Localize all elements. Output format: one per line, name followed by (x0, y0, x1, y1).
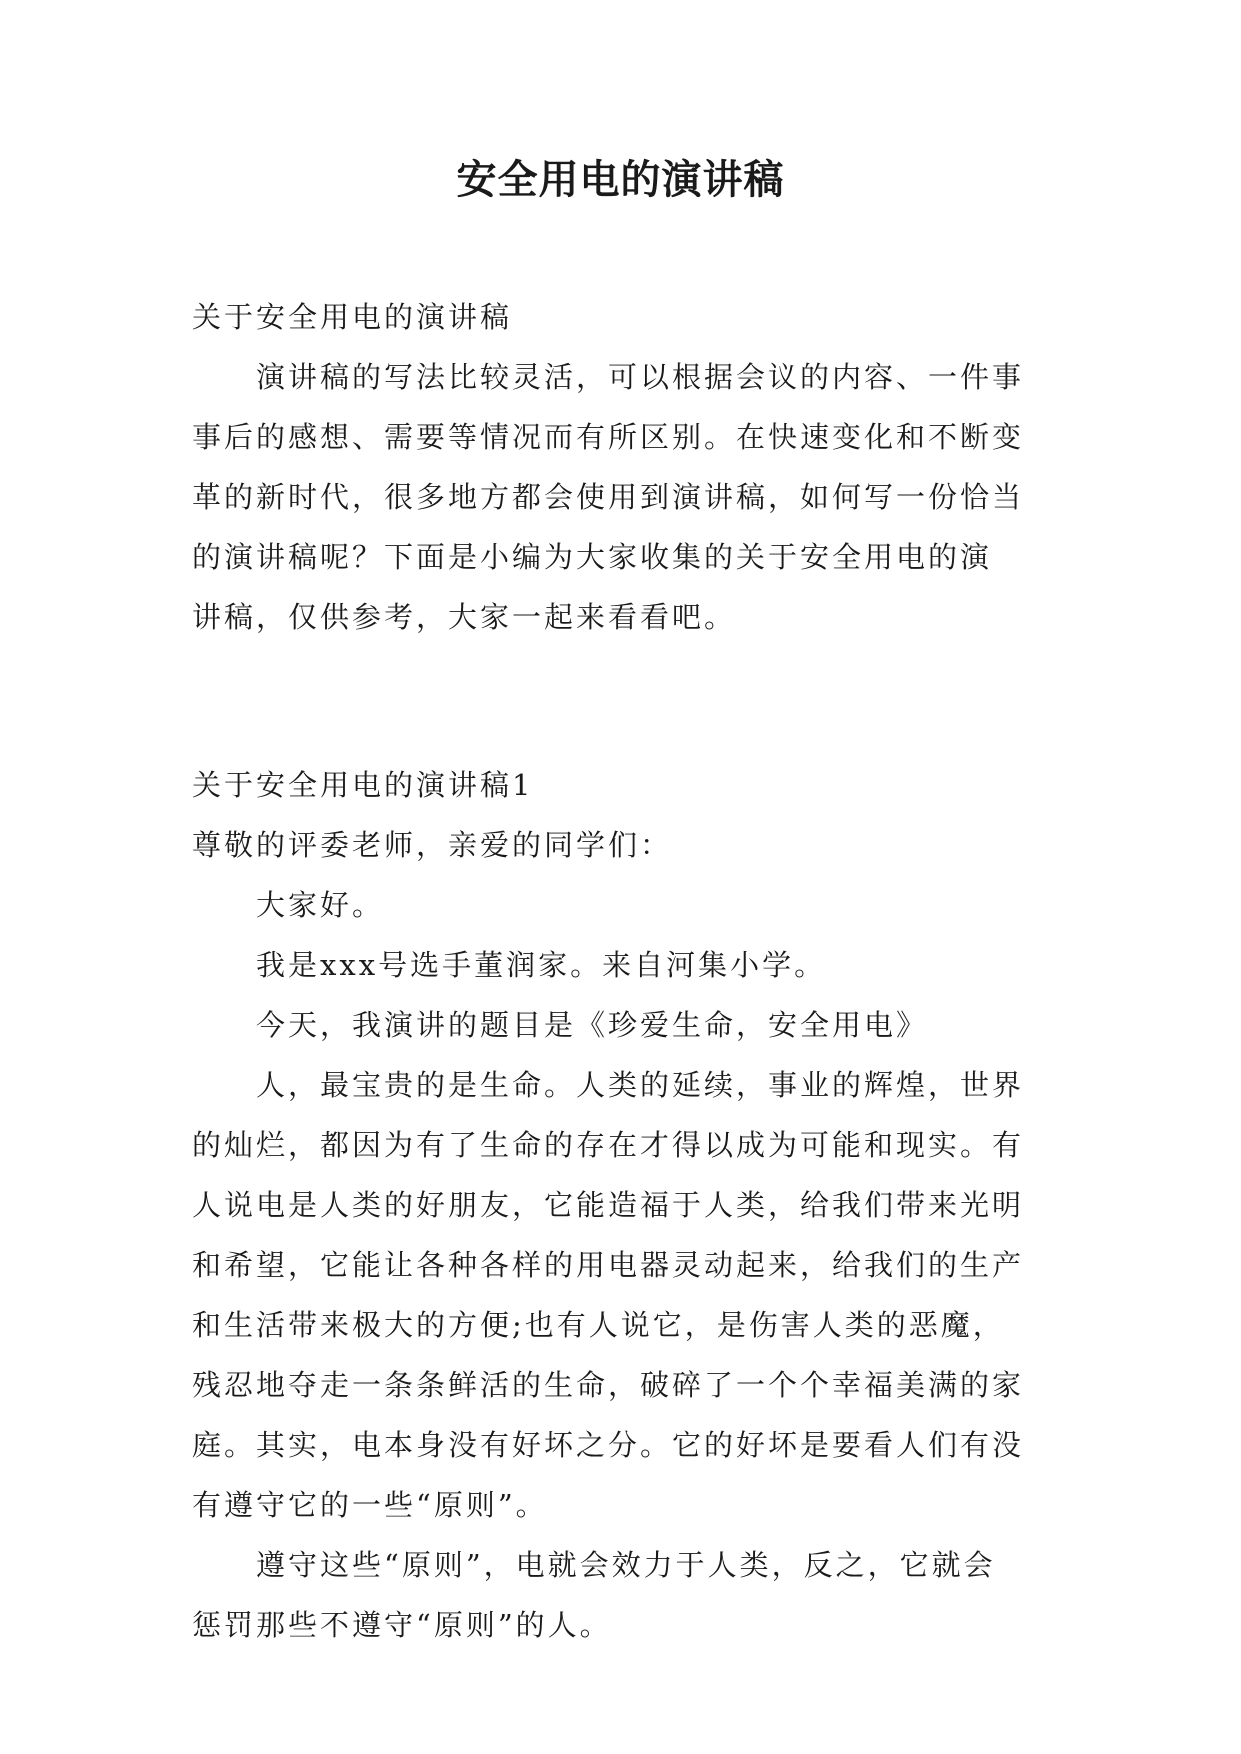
paragraph-line: 的灿烂，都因为有了生命的存在才得以成为可能和现实。有 (192, 1128, 1025, 1162)
paragraph-line: 庭。其实，电本身没有好坏之分。它的好坏是要看人们有没 (192, 1428, 1025, 1462)
body-paragraph-1 (192, 1055, 1058, 1535)
intro-line: 事后的感想、需要等情况而有所区别。在快速变化和不断变 (192, 420, 1025, 454)
greeting: 大家好。 (256, 888, 385, 922)
intro-paragraph (192, 347, 1058, 647)
intro-line: 演讲稿的写法比较灵活，可以根据会议的内容、一件事 (256, 360, 1025, 394)
speech-topic: 今天，我演讲的题目是《珍爱生命，安全用电》 (256, 1008, 929, 1042)
section-heading: 关于安全用电的演讲稿1 (192, 768, 534, 802)
self-intro: 我是xxx号选手董润家。来自河集小学。 (256, 948, 827, 982)
body-paragraph-2 (192, 1535, 1058, 1655)
paragraph-line: 惩罚那些不遵守“原则”的人。 (192, 1608, 612, 1642)
subtitle: 关于安全用电的演讲稿 (192, 300, 513, 334)
paragraph-line: 遵守这些“原则”，电就会效力于人类，反之，它就会 (256, 1548, 996, 1582)
paragraph-line: 人说电是人类的好朋友，它能造福于人类，给我们带来光明 (192, 1188, 1025, 1222)
paragraph-line: 和生活带来极大的方便;也有人说它，是伤害人类的恶魔， (192, 1308, 1005, 1342)
paragraph-line: 和希望，它能让各种各样的用电器灵动起来，给我们的生产 (192, 1248, 1025, 1282)
paragraph-line: 有遵守它的一些“原则”。 (192, 1488, 548, 1522)
document-body (192, 287, 1058, 1655)
intro-line: 的演讲稿呢？下面是小编为大家收集的关于安全用电的演 (192, 540, 993, 574)
section-spacer (192, 647, 1058, 755)
intro-line: 革的新时代，很多地方都会使用到演讲稿，如何写一份恰当 (192, 480, 1025, 514)
document-title: 安全用电的演讲稿 (456, 156, 785, 203)
paragraph-line: 残忍地夺走一条条鲜活的生命，破碎了一个个幸福美满的家 (192, 1368, 1025, 1402)
intro-line: 讲稿，仅供参考，大家一起来看看吧。 (192, 600, 737, 634)
paragraph-line: 人，最宝贵的是生命。人类的延续，事业的辉煌，世界 (256, 1068, 1025, 1102)
salutation: 尊敬的评委老师，亲爱的同学们： (192, 828, 673, 862)
